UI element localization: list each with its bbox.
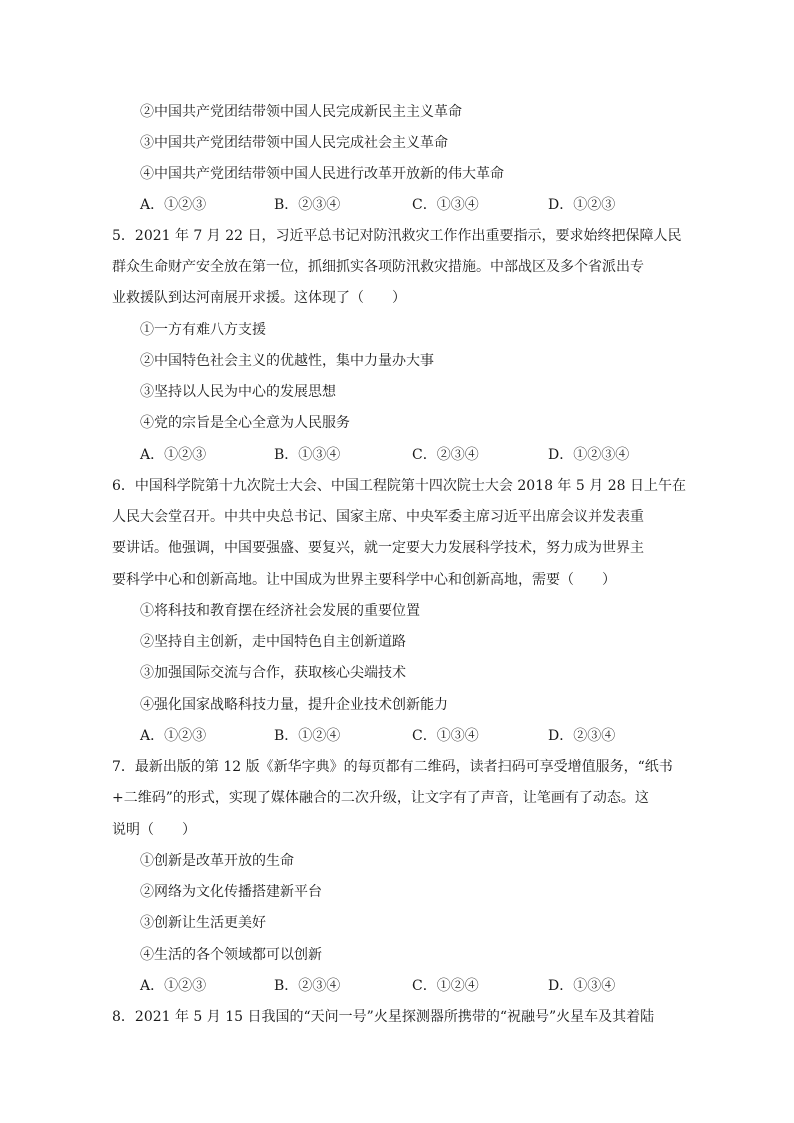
q6-choice-b[interactable]: B．①②④ — [274, 728, 341, 744]
q5-choice-d[interactable]: D．①②③④ — [548, 447, 630, 463]
q6-option-3: ③加强国际交流与合作，获取核心尖端技术 — [140, 665, 406, 681]
q5-option-4: ④党的宗旨是全心全意为人民服务 — [140, 415, 350, 431]
q5-choice-a[interactable]: A．①②③ — [140, 447, 207, 463]
q6-stem-line-4: 要科学中心和创新高地。让中国成为世界主要科学中心和创新高地，需要（ ） — [112, 572, 616, 588]
q6-choice-a[interactable]: A．①②③ — [140, 728, 207, 744]
q5-choice-b[interactable]: B．①③④ — [274, 447, 341, 463]
q7-option-1: ①创新是改革开放的生命 — [140, 853, 294, 869]
q6-stem-line-1: 6．中国科学院第十九次院士大会、中国工程院第十四次院士大会 2018 年 5 月 28 日上午在 — [112, 478, 686, 494]
q7-option-2: ②网络为文化传播搭建新平台 — [140, 884, 322, 900]
q5-choice-c[interactable]: C．②③④ — [412, 447, 479, 463]
q5-option-1: ①一方有难八方支援 — [140, 322, 266, 338]
q6-stem-line-3: 要讲话。他强调，中国要强盛、要复兴，就一定要大力发展科学技术，努力成为世界主 — [112, 540, 644, 556]
q4-option-2: ②中国共产党团结带领中国人民完成新民主主义革命 — [140, 104, 462, 120]
q6-option-2: ②坚持自主创新，走中国特色自主创新道路 — [140, 634, 406, 650]
q7-stem-line-2: +二维码”的形式，实现了媒体融合的二次升级，让文字有了声音，让笔画有了动态。这 — [112, 790, 649, 806]
q5-stem-line-2: 群众生命财产安全放在第一位，抓细抓实各项防汛救灾措施。中部战区及多个省派出专 — [112, 259, 644, 275]
q6-choice-c[interactable]: C．①③④ — [412, 728, 479, 744]
q4-choice-c[interactable]: C．①③④ — [412, 197, 479, 213]
q7-option-3: ③创新让生活更美好 — [140, 915, 266, 931]
q7-stem-line-3: 说明（ ） — [112, 822, 196, 838]
q4-option-4: ④中国共产党团结带领中国人民进行改革开放新的伟大革命 — [140, 166, 504, 182]
q7-choice-d[interactable]: D．①③④ — [548, 978, 616, 994]
q7-choice-c[interactable]: C．①②④ — [412, 978, 479, 994]
q5-option-2: ②中国特色社会主义的优越性，集中力量办大事 — [140, 353, 434, 369]
q4-choice-a[interactable]: A．①②③ — [140, 197, 207, 213]
q7-option-4: ④生活的各个领域都可以创新 — [140, 947, 322, 963]
q6-choice-d[interactable]: D．②③④ — [548, 728, 616, 744]
q5-stem-line-1: 5．2021 年 7 月 22 日，习近平总书记对防汛救灾工作作出重要指示，要求始终把保障人民 — [112, 228, 682, 244]
q6-stem-line-2: 人民大会堂召开。中共中央总书记、国家主席、中央军委主席习近平出席会议并发表重 — [112, 509, 644, 525]
q7-choice-b[interactable]: B．②③④ — [274, 978, 341, 994]
q4-choice-b[interactable]: B．②③④ — [274, 197, 341, 213]
q6-option-4: ④强化国家战略科技力量，提升企业技术创新能力 — [140, 697, 448, 713]
q4-option-3: ③中国共产党团结带领中国人民完成社会主义革命 — [140, 135, 448, 151]
q5-option-3: ③坚持以人民为中心的发展思想 — [140, 384, 336, 400]
q5-stem-line-3: 业救援队到达河南展开求援。这体现了（ ） — [112, 290, 406, 306]
q7-stem-line-1: 7．最新出版的第 12 版《新华字典》的每页都有二维码，读者扫码可享受增值服务，“纸书 — [112, 759, 673, 775]
q4-choice-d[interactable]: D．①②③ — [548, 197, 616, 213]
q8-stem-line-1: 8．2021 年 5 月 15 日我国的“天问一号”火星探测器所携带的“祝融号”火星车及其着陆 — [112, 1009, 655, 1025]
q6-option-1: ①将科技和教育摆在经济社会发展的重要位置 — [140, 603, 420, 619]
q7-choice-a[interactable]: A．①②③ — [140, 978, 207, 994]
